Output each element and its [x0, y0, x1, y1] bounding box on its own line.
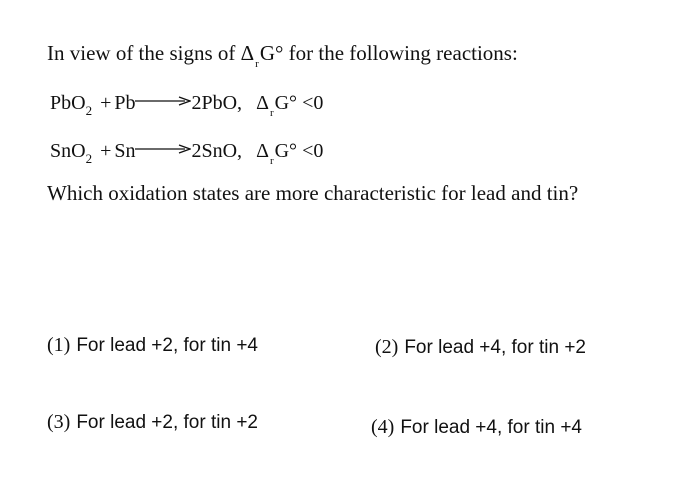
reaction-lead-condition: <0: [302, 92, 324, 114]
option-3[interactable]: [47, 412, 258, 432]
question-intro-text: In view of the signs of Δ: [47, 41, 255, 65]
option-4[interactable]: [371, 417, 582, 437]
reaction-lead-reactant1: PbO: [50, 92, 86, 114]
reaction-tin: [50, 140, 324, 167]
reaction-lead-delta-subscript: r: [269, 107, 274, 119]
reaction-lead-reactant1-subscript: 2: [85, 103, 93, 118]
option-2-number: (2): [375, 336, 399, 358]
reaction-tin-reactant2: Sn: [114, 140, 136, 162]
reaction-tin-reactant1-subscript: 2: [85, 151, 93, 166]
reaction-tin-plus: +: [100, 140, 112, 162]
option-1-number: (1): [47, 334, 71, 356]
reaction-tin-delta-subscript: r: [269, 155, 274, 167]
option-2[interactable]: [375, 337, 586, 357]
reaction-lead-plus: +: [100, 92, 112, 114]
question-intro: [47, 41, 518, 70]
reaction-lead-gibbs: G°: [274, 92, 298, 114]
reaction-arrow-icon: [135, 94, 191, 108]
reaction-tin-gibbs: G°: [274, 140, 298, 162]
reaction-tin-product: 2SnO,: [191, 140, 243, 162]
option-1[interactable]: [47, 335, 258, 355]
option-1-text: For lead +2, for tin +4: [76, 335, 258, 356]
reaction-tin-condition: <0: [302, 140, 324, 162]
reaction-tin-delta: Δ: [256, 140, 269, 162]
question-ask: Which oxidation states are more characteristic for lead and tin?: [47, 181, 579, 205]
option-4-number: (4): [371, 416, 395, 438]
option-4-text: For lead +4, for tin +4: [400, 417, 582, 438]
question-intro-subscript: r: [255, 58, 259, 70]
reaction-lead-product: 2PbO,: [191, 92, 243, 114]
reaction-lead-delta: Δ: [256, 92, 269, 114]
reaction-lead: [50, 92, 324, 119]
option-3-number: (3): [47, 411, 71, 433]
reaction-arrow-icon: [135, 142, 191, 156]
question-intro-tail: G° for the following reactions:: [259, 41, 518, 65]
option-3-text: For lead +2, for tin +2: [76, 412, 258, 433]
option-2-text: For lead +4, for tin +2: [404, 337, 586, 358]
reaction-lead-reactant2: Pb: [114, 92, 136, 114]
reaction-tin-reactant1: SnO: [50, 140, 86, 162]
